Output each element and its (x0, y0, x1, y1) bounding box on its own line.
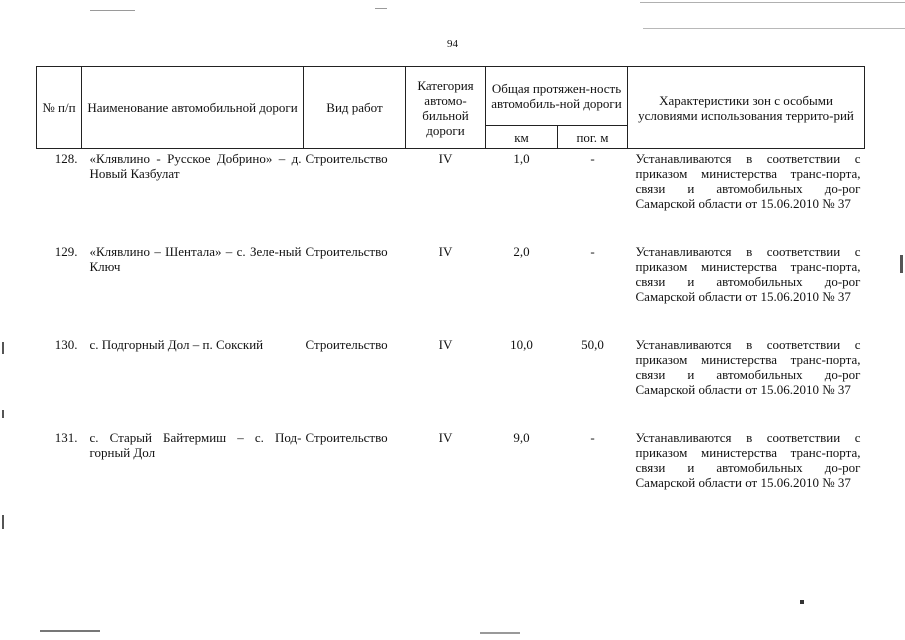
table-row (37, 428, 865, 521)
row-m: - (590, 244, 595, 259)
header-m: пог. м (558, 126, 628, 149)
scan-speck (2, 515, 4, 529)
header-km: км (486, 126, 558, 149)
row-km: 1,0 (513, 151, 530, 166)
row-characteristics: Устанавливаются в соответствии с приказом министерства транс-порта, связи и автомобильных до-рог Самарской области от 15.06.2010 № 37 (635, 151, 861, 211)
row-num: 128. (54, 151, 78, 166)
scan-speck (900, 255, 903, 273)
row-road-name: «Клявлино - Русское Добрино» – д. Новый Казбулат (89, 151, 302, 181)
scan-speck (800, 600, 804, 604)
header-num: № п/п (37, 67, 82, 149)
row-characteristics: Устанавливаются в соответствии с приказом министерства транс-порта, связи и автомобильных до-рог Самарской области от 15.06.2010 № 37 (635, 244, 861, 304)
scan-artifact-line (375, 8, 387, 9)
header-road-name: Наименование автомобильной дороги (82, 67, 304, 149)
table-row (37, 242, 865, 335)
row-num: 130. (54, 337, 78, 352)
row-km: 2,0 (513, 244, 530, 259)
row-category: IV (438, 430, 453, 445)
row-work-type: Строительство (305, 337, 388, 352)
scan-artifact-line (90, 10, 135, 11)
table-row (37, 149, 865, 243)
row-num: 129. (54, 244, 78, 259)
scan-artifact-line (640, 2, 905, 3)
row-road-name: с. Подгорный Дол – п. Сокский (89, 337, 264, 352)
header-category: Категория автомо-бильной дороги (406, 67, 486, 149)
scan-speck (40, 630, 100, 632)
scan-speck (480, 632, 520, 634)
row-num: 131. (54, 430, 78, 445)
table-row (37, 335, 865, 428)
table-header (37, 67, 865, 149)
scan-artifact-line (643, 28, 905, 29)
header-total-length: Общая протяжен-ность автомобиль-ной дороги (486, 67, 628, 126)
scan-speck (2, 342, 4, 354)
row-category: IV (438, 244, 453, 259)
row-characteristics: Устанавливаются в соответствии с приказом министерства транс-порта, связи и автомобильных до-рог Самарской области от 15.06.2010 № 37 (635, 337, 861, 397)
row-km: 10,0 (510, 337, 533, 352)
roads-table (36, 66, 865, 521)
row-road-name: с. Старый Байтермиш – с. Под-горный Дол (89, 430, 302, 460)
row-category: IV (438, 151, 453, 166)
scan-speck (2, 410, 4, 418)
row-km: 9,0 (513, 430, 530, 445)
row-m: 50,0 (581, 337, 604, 352)
row-m: - (590, 151, 595, 166)
header-characteristics: Характеристики зон с особыми условиями использования террито-рий (628, 67, 865, 149)
row-characteristics: Устанавливаются в соответствии с приказом министерства транс-порта, связи и автомобильных до-рог Самарской области от 15.06.2010 № 37 (635, 430, 861, 490)
row-work-type: Строительство (305, 430, 388, 445)
row-work-type: Строительство (305, 151, 388, 166)
row-work-type: Строительство (305, 244, 388, 259)
row-road-name: «Клявлино – Шентала» – с. Зеле-ный Ключ (89, 244, 302, 274)
row-category: IV (438, 337, 453, 352)
header-work-type: Вид работ (304, 67, 406, 149)
page-number: 94 (447, 38, 458, 50)
row-m: - (590, 430, 595, 445)
